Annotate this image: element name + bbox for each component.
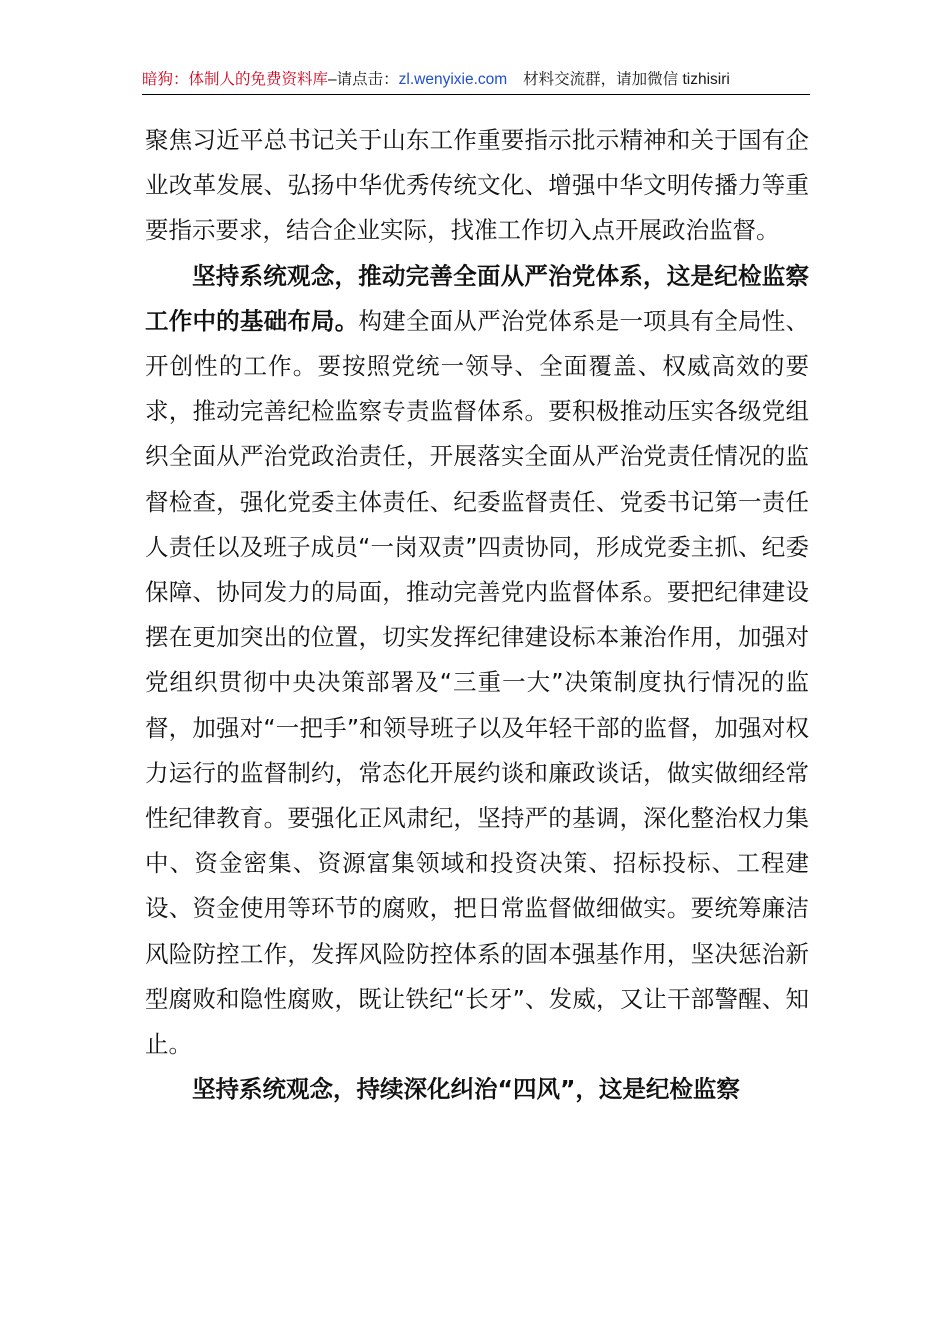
header-brand: 暗狗：体制人的免费资料库 xyxy=(142,71,329,88)
page-header xyxy=(142,70,810,95)
paragraph-2-heading: 坚持系统观念，推动完善全面从严治党体系，这是纪检监察工作中的基础布局。 xyxy=(145,261,809,335)
paragraph-3-heading: 坚持系统观念，持续深化纠治“四风”，这是纪检监察 xyxy=(192,1075,740,1104)
paragraph-3 xyxy=(145,1067,809,1112)
paragraph-1-text: 聚焦习近平总书记关于山东工作重要指示批示精神和关于国有企业改革发展、弘扬中华优秀传统文化、增强中华文明传播力等重要指示要求，结合企业实际，找准工作切入点开展政治监督。 xyxy=(145,126,809,245)
paragraph-1 xyxy=(145,118,809,254)
document-body xyxy=(145,118,809,1112)
paragraph-2 xyxy=(145,254,809,1068)
header-contact: 材料交流群，请加微信 tizhisiri xyxy=(523,71,730,88)
paragraph-2-text: 构建全面从严治党体系是一项具有全局性、开创性的工作。要按照党统一领导、全面覆盖、权威高效的要求，推动完善纪检监察专责监督体系。要积极推动压实各级党组织全面从严治党政治责任，开展落实全面从严治党责任情况的监督检查，强化党委主体责任、纪委监督责任、党委书记第一责任人责任以及班子成员“一岗双责”四责协同，形成党委主抓、纪委保障、协同发力的局面，推动完善党内监督体系。要把纪律建设摆在更加突出的位置，切实发挥纪律建设标本兼治作用，加强对党组织贯彻中央决策部署及“三重一大”决策制度执行情况的监督，加强对“一把手”和领导班子以及年轻干部的监督，加强对权力运行的监督制约，常态化开展约谈和廉政谈话，做实做细经常性纪律教育。要强化正风肃纪，坚持严的基调，深化整治权力集中、资金密集、资源富集领域和投资决策、招标投标、工程建设、资金使用等环节的腐败，把日常监督做细做实。要统筹廉洁风险防控工作，发挥风险防控体系的固本强基作用，坚决惩治新型腐败和隐性腐败，既让铁纪“长牙”、发威，又让干部警醒、知止。 xyxy=(145,306,809,1059)
header-link[interactable]: zl.wenyixie.com xyxy=(398,71,508,88)
header-link-prompt: –请点击： xyxy=(328,71,399,88)
